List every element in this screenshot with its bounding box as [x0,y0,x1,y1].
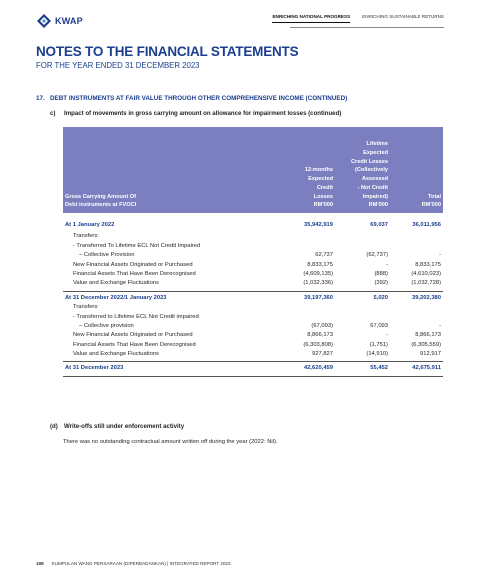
row-label: - Transferred To Lifetime ECL Not Credit Impaired [73,242,201,249]
table-row [63,313,443,322]
row-label: At 1 January 2022 [65,222,115,228]
table-row [63,350,443,359]
header-tabs [260,14,444,23]
page-subtitle: FOR THE YEAR ENDED 31 DECEMBER 2023 [36,61,200,70]
cell-value: - [386,261,388,268]
note-number: 17. [36,95,45,102]
row-divider [63,376,443,377]
table-row [63,322,443,331]
row-header-label: Gross Carrying Amount Of Debt instruments at FVOCI [65,193,137,209]
row-label: At 31 December 2023 [65,365,124,372]
table-row [63,341,443,350]
cell-value: 62,737 [315,252,333,259]
row-divider [63,361,443,362]
table-row [63,221,443,230]
cell-value: 8,833,175 [415,261,441,268]
row-label: - Transferred to Lifetime ECL Not Credit impaired [73,313,199,320]
section-d-title: Write-offs still under enforcement activity [64,423,185,430]
section-d-label: (d) [50,423,58,430]
cell-value: (1,032,336) [303,280,333,287]
table-row [63,261,443,270]
cell-value: (14,910) [366,351,388,358]
kwap-logo-icon [36,13,52,29]
cell-value: 67,093 [370,322,388,329]
col-header-total: Total RM'000 [421,193,441,209]
cell-value: (6,305,559) [411,341,441,348]
cell-value: 42,620,459 [303,365,333,372]
table-row [63,251,443,260]
cell-value: 8,866,173 [307,332,333,339]
table-row [63,364,443,373]
row-label: Value and Exchange Fluctuations [73,280,159,287]
header-rule [290,27,444,28]
section-d-text: There was no outstanding contractual amount written off during the year (2022: Nil). [63,439,278,445]
col-header-12-month-ecl: 12-months Expected Credit Losses RM'000 [304,167,333,209]
cell-value: (4,610,023) [411,270,441,277]
cell-value: 912,917 [420,351,441,358]
row-label: Value and Exchange Fluctuations [73,351,159,358]
cell-value: 35,942,919 [303,222,333,228]
table-row [63,242,443,251]
table-header [63,127,443,213]
row-label: – Collective Provision [79,252,135,259]
row-label: Transfers: [73,233,99,240]
section-c-label: c) [50,110,56,117]
cell-value: (67,093) [311,322,333,329]
cell-value: 39,202,380 [411,294,441,301]
page-footer [36,561,231,566]
cell-value: (1,751) [369,341,388,348]
cell-value: - [439,322,441,329]
table-row [63,232,443,241]
note-17-heading [36,95,347,102]
cell-value: - [439,252,441,259]
cell-value: 8,833,175 [307,261,333,268]
cell-value: 5,020 [373,294,388,301]
footer-text: KUMPULAN WANG PERSARAAN (DIPERBADANKAN) | INTEGRATED REPORT 2023 [51,561,231,566]
kwap-logo [36,13,83,29]
cell-value: 69,037 [370,222,388,228]
cell-value: - [386,332,388,339]
note-title: DEBT INSTRUMENTS AT FAIR VALUE THROUGH OTHER COMPREHENSIVE INCOME (CONTINUED) [50,95,348,102]
row-label: At 31 December 2022/1 January 2023 [65,294,167,301]
cell-value: 36,011,956 [412,222,441,228]
cell-value: (6,303,808) [303,341,333,348]
table-row [63,279,443,288]
row-label: Financial Assets That Have Been Derecognised [73,341,196,348]
section-d-heading [50,423,184,430]
cell-value: (1,032,728) [411,280,441,287]
page-number: 198 [36,561,44,566]
table-body [63,221,443,379]
row-divider [63,291,443,292]
cell-value: 927,827 [312,351,333,358]
tab-sustainable-returns[interactable]: ENRICHING SUSTAINABLE RETURNS [362,14,444,19]
cell-value: 42,675,911 [412,365,441,372]
cell-value: 39,197,360 [303,294,333,301]
col-header-lifetime-ecl: Lifetime Expected Credit Losses (Collectively Assessed - Not Credit Impaired) RM'000 [351,141,388,209]
table-row [63,294,443,303]
row-label: New Financial Assets Originated or Purchased [73,332,193,339]
section-c-heading [50,110,341,117]
logo-text: KWAP [55,16,83,26]
tab-national-progress[interactable]: ENRICHING NATIONAL PROGRESS [272,14,350,23]
row-label: – Collective provision [79,322,134,329]
row-label: New Financial Assets Originated or Purchased [73,261,193,268]
table-row [63,270,443,279]
cell-value: (392) [374,280,388,287]
table-row [63,303,443,312]
section-c-title: Impact of movements in gross carrying amount on allowance for impairment losses (continued) [64,110,342,117]
cell-value: 8,866,173 [415,332,441,339]
table-row [63,331,443,340]
cell-value: (62,737) [366,252,388,259]
row-label: Financial Assets That Have Been Derecognised [73,270,196,277]
cell-value: (4,609,135) [303,270,333,277]
page-title: NOTES TO THE FINANCIAL STATEMENTS [36,44,299,59]
cell-value: (888) [374,270,388,277]
cell-value: 55,452 [370,365,388,372]
row-label: Transfers: [73,304,99,311]
